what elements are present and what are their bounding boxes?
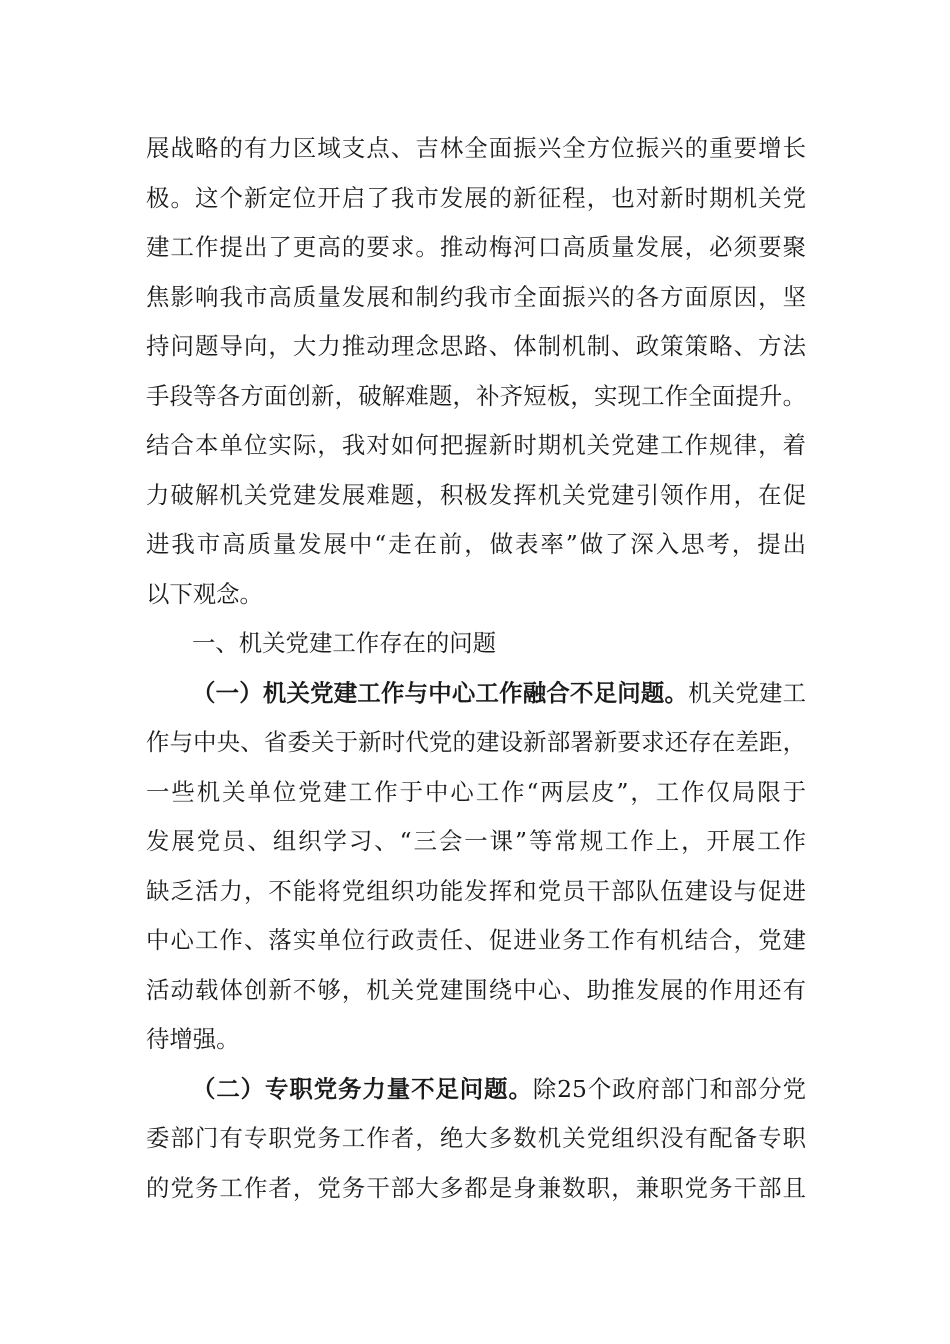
text-line: 极。这个新定位开启了我市发展的新征程，也对新时期机关党 bbox=[146, 183, 806, 212]
paragraph-heading: （一）机关党建工作与中心工作融合不足问题。 bbox=[192, 678, 689, 707]
text-line: 作与中央、省委关于新时代党的建设新部署新要求还存在差距， bbox=[146, 728, 806, 756]
text-line: 活动载体创新不够，机关党建围绕中心、助推发展的作用还有 bbox=[146, 975, 806, 1004]
text-line: 中心工作、落实单位行政责任、促进业务工作有机结合，党建 bbox=[146, 926, 806, 954]
paragraph-text: 机关党建工 bbox=[688, 678, 807, 707]
text-line: 结合本单位实际，我对如何把握新时期机关党建工作规律，着 bbox=[146, 431, 806, 459]
text-line: 手段等各方面创新，破解难题，补齐短板，实现工作全面提升。 bbox=[146, 381, 806, 410]
text-line: 缺乏活力，不能将党组织功能发挥和党员干部队伍建设与促进 bbox=[146, 876, 806, 905]
text-line: 以下观念。 bbox=[146, 579, 263, 608]
document-body bbox=[146, 124, 806, 1213]
text-line: 展战略的有力区域支点、吉林全面振兴全方位振兴的重要增长 bbox=[146, 134, 806, 162]
text-line: 持问题导向，大力推动理念思路、体制机制、政策策略、方法 bbox=[146, 332, 806, 360]
paragraph-text: 除25个政府部门和部分党 bbox=[532, 1074, 807, 1103]
text-line: 建工作提出了更高的要求。推动梅河口高质量发展，必须要聚 bbox=[146, 233, 806, 261]
text-line: 进我市高质量发展中“走在前，做表率”做了深入思考，提出 bbox=[146, 530, 806, 558]
text-line: 焦影响我市高质量发展和制约我市全面振兴的各方面原因，坚 bbox=[146, 282, 806, 311]
paragraph-first-line bbox=[146, 1065, 806, 1115]
text-line: 发展党员、组织学习、“三会一课”等常规工作上，开展工作 bbox=[146, 827, 806, 855]
paragraph-first-line bbox=[146, 669, 806, 719]
section-heading: 一、机关党建工作存在的问题 bbox=[192, 629, 497, 657]
paragraph-heading: （二）专职党务力量不足问题。 bbox=[192, 1074, 533, 1103]
text-line: 待增强。 bbox=[146, 1025, 240, 1053]
text-line: 一些机关单位党建工作于中心工作“两层皮”，工作仅局限于 bbox=[146, 777, 806, 806]
text-line: 力破解机关党建发展难题，积极发挥机关党建引领作用，在促 bbox=[146, 480, 806, 509]
text-line: 的党务工作者，党务干部大多都是身兼数职，兼职党务干部且 bbox=[146, 1173, 806, 1202]
text-line: 委部门有专职党务工作者，绝大多数机关党组织没有配备专职 bbox=[146, 1124, 806, 1152]
